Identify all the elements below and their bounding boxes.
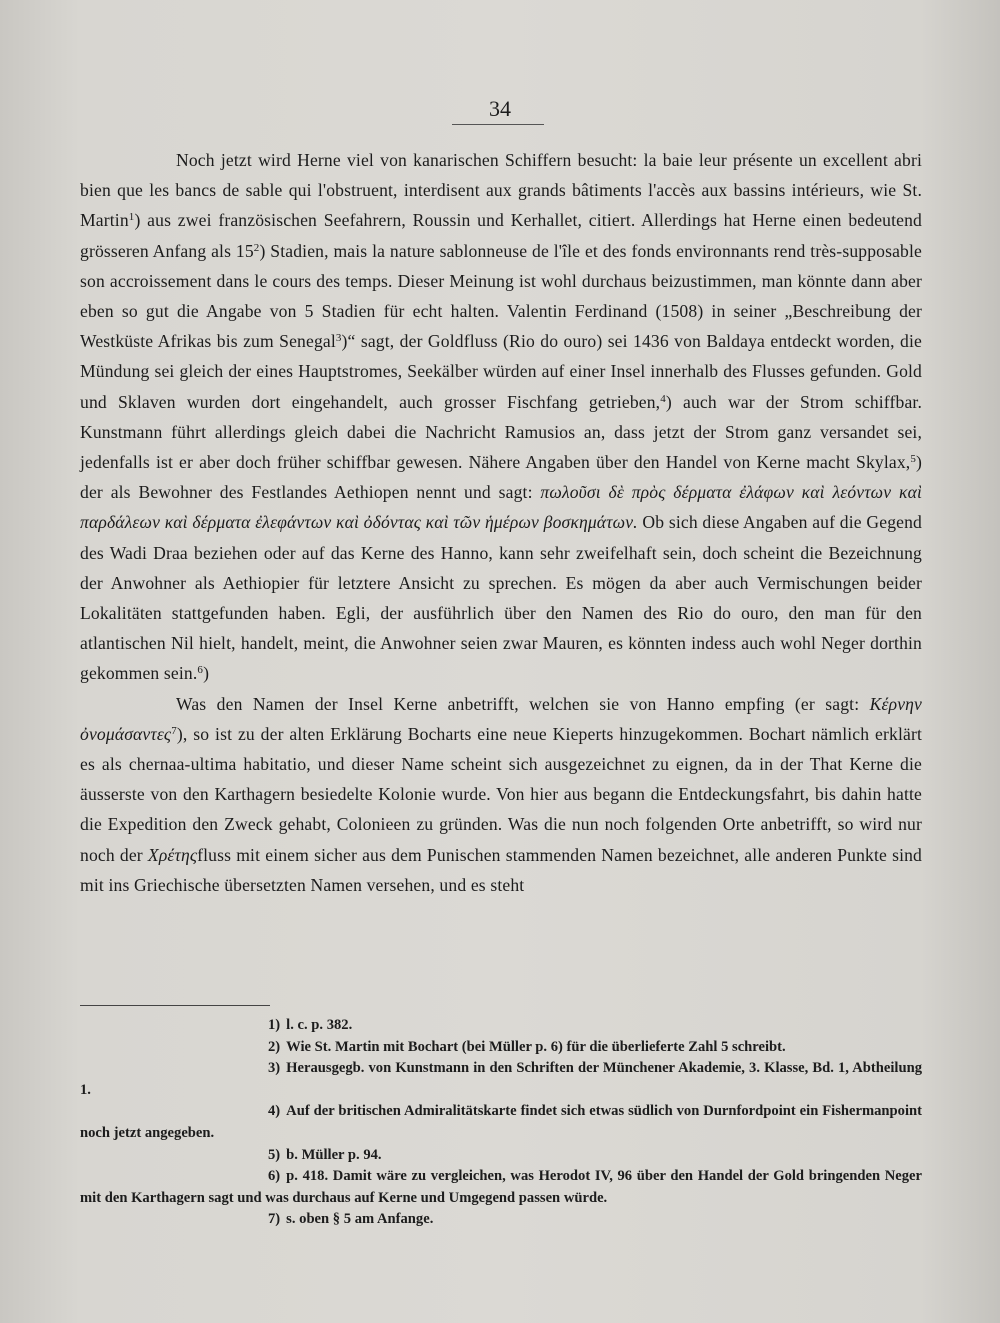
footnote-text: l. c. p. 382. xyxy=(286,1017,353,1033)
text-run: ), so ist zu der alten Erklärung Bocharts eine neue Kieperts hinzugekommen. Bochart nämlich erklärt es als chernaa-ultima habitatio, und dieser Name scheint sich ausgezeichnet zu eignen, da in der That Kerne die äusserste von den Karthagern besiedelte Kolonie wurde. Von hier aus begann die Entdeckungsfahrt, bis dahin hatte die Expedition den Zweck gehabt, Colonieen zu gründen. Was die nun noch folgenden Orte anbetrifft, so wird nur noch der xyxy=(80,723,922,865)
footnote-text: p. 418. Damit wäre zu vergleichen, was Herodot IV, 96 über den Handel der Gold bringenden Neger mit den Karthagern sagt und was durchaus auf Kerne und Umgegend passen würde. xyxy=(80,1168,922,1206)
page-number-rule xyxy=(452,124,544,125)
text-run: Ob sich diese Angaben auf die Gegend des Wadi Draa beziehen oder auf das Kerne des Hanno, kann sehr zweifelhaft sein, doch scheint die Bezeichnung der Anwohner als Aethiopier für letztere Ansicht zu sprechen. Es mögen da aber auch Vermischungen beider Lokalitäten stattgefunden haben. Egli, der ausführlich über den Namen des Rio do ouro, den man für den atlantischen Nil hielt, handelt, meint, die Anwohner seien zwar Mauren, es könnten indess auch wohl Neger dorthin gekommen sein. xyxy=(80,512,922,684)
footnote-mark: 3) xyxy=(268,1060,281,1077)
footnote-separator xyxy=(80,1005,270,1006)
footnote xyxy=(80,1166,922,1209)
footnote-reference: 7 xyxy=(171,724,177,737)
text-run: Was den Namen der Insel Kerne anbetrifft, welchen sie von Hanno empfing (er sagt: xyxy=(176,693,870,714)
footnote xyxy=(80,1058,922,1101)
footnote-mark: 1) xyxy=(268,1017,281,1033)
footnotes xyxy=(80,1015,922,1231)
footnote xyxy=(80,1145,922,1167)
footnote-text: Auf der britischen Admiralitätskarte findet sich etwas südlich von Durnfordpoint ein Fishermanpoint noch jetzt angegeben. xyxy=(80,1103,922,1141)
footnote xyxy=(80,1037,922,1059)
greek-quotation: Χρέτης xyxy=(147,844,198,865)
footnote-reference: 2 xyxy=(253,241,260,254)
footnote-text: s. oben § 5 am Anfange. xyxy=(286,1211,434,1228)
text-run: fluss mit einem sicher aus dem Punischen stammenden Namen bezeichnet, alle anderen Punkte sind mit ins Griechische übersetzten Namen versehen, und es steht xyxy=(80,844,922,895)
footnote-text: Herausgegb. von Kunstmann in den Schriften der Münchener Akademie, 3. Klasse, Bd. 1, Abtheilung 1. xyxy=(80,1060,922,1098)
footnote xyxy=(80,1101,922,1144)
footnote-mark: 6) xyxy=(268,1168,281,1185)
text-run: ) der als Bewohner des Festlandes Aethiopen nennt und sagt: xyxy=(80,452,922,503)
footnote-reference: 3 xyxy=(335,332,342,345)
footnote-text: Wie St. Martin mit Bochart (bei Müller p. 6) für die überlieferte Zahl 5 schreibt. xyxy=(286,1038,786,1055)
footnote-text: b. Müller p. 94. xyxy=(286,1146,382,1163)
footnote-mark: 4) xyxy=(268,1103,281,1120)
greek-quotation: πωλοῦσι δὲ πρὸς δέρματα ἐλάφων καὶ λεόντων καὶ παρδάλεων καὶ δέρματα ἐλεφάντων καὶ ὀδόντας καὶ τῶν ἡμέρων βοσκημάτων. xyxy=(80,482,923,533)
text-run: ) auch war der Strom schiffbar. Kunstmann führt allerdings gleich dabei die Nachricht Ramusios an, dass jetzt der Strom ganz versandet sei, jedenfalls ist er aber doch früher schiffbar gewesen. Nähere Angaben über den Handel von Kerne macht Skylax, xyxy=(80,391,923,473)
greek-quotation: Κέρνην ὀνομάσαντες xyxy=(80,693,922,744)
footnote-reference: 4 xyxy=(660,392,666,405)
footnote-reference: 5 xyxy=(910,453,916,466)
footnote-mark: 2) xyxy=(268,1038,281,1055)
footnote-reference: 1 xyxy=(128,211,135,224)
paragraph xyxy=(80,145,922,689)
page-number: 34 xyxy=(489,96,511,121)
text-run: )“ sagt, der Goldfluss (Rio do ouro) sei 1436 von Baldaya entdeckt worden, die Mündung sei gleich der eines Hauptstromes, Seekälber würden auf einer Insel innerhalb des Flusses gefunden. Gold und Sklaven wurden dort eingehandelt, auch grosser Fischfang getrieben, xyxy=(80,331,922,412)
footnote-mark: 7) xyxy=(268,1211,281,1228)
text-run: Noch jetzt wird Herne viel von kanarischen Schiffern besucht: la baie leur présente un excellent abri bien que les bancs de sable qui l'obstruent, interdisent aux grands bâtiments l'accès aux bassins intérieurs, wie St. Martin xyxy=(80,150,922,231)
footnote-mark: 5) xyxy=(268,1146,281,1163)
footnote-reference: 6 xyxy=(197,664,204,677)
footnote xyxy=(80,1209,922,1231)
paragraph xyxy=(80,689,922,900)
footnote xyxy=(80,1015,922,1037)
text-run: ) xyxy=(203,663,210,684)
body-text xyxy=(80,145,922,900)
text-run: ) aus zwei französischen Seefahrern, Roussin und Kerhallet, citiert. Allerdings hat Herne einen bedeutend grösseren Anfang als 15 xyxy=(80,210,922,261)
text-run: ) Stadien, mais la nature sablonneuse de l'île et des fonds environnants rend très-supposable son accroissement dans le cours des temps. Dieser Meinung ist wohl durchaus beizustimmen, man könnte dann aber eben so gut die Angabe von 5 Stadien für echt halten. Valentin Ferdinand (1508) in seiner „Beschreibung der Westküste Afrikas bis zum Senegal xyxy=(80,240,923,352)
